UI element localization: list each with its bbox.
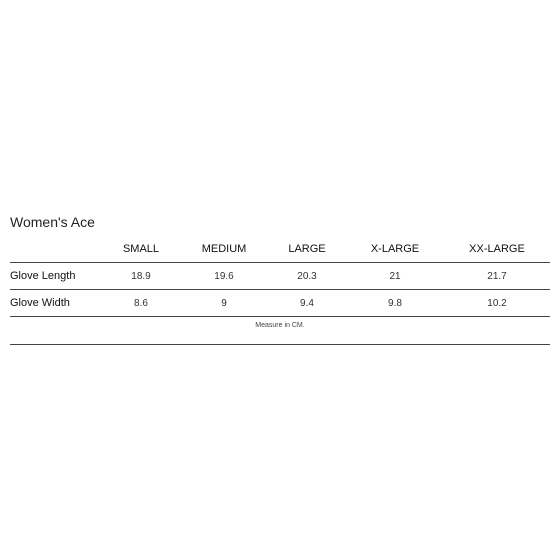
- glove-width-medium: 9: [180, 290, 268, 317]
- glove-length-medium: 19.6: [180, 263, 268, 290]
- header-corner-cell: [10, 236, 102, 263]
- header-large: LARGE: [268, 236, 346, 263]
- table-header-row: [10, 236, 550, 263]
- glove-length-large: 20.3: [268, 263, 346, 290]
- row-label-glove-width: Glove Width: [10, 290, 102, 317]
- glove-width-large: 9.4: [268, 290, 346, 317]
- table-row-glove-length: [10, 263, 550, 290]
- glove-length-x-large: 21: [346, 263, 444, 290]
- size-chart-table: [10, 236, 550, 345]
- glove-width-x-large: 9.8: [346, 290, 444, 317]
- table-row-glove-width: [10, 290, 550, 317]
- header-x-large: X-LARGE: [346, 236, 444, 263]
- glove-width-small: 8.6: [102, 290, 180, 317]
- table-note-row: [10, 317, 550, 345]
- glove-length-small: 18.9: [102, 263, 180, 290]
- header-small: SMALL: [102, 236, 180, 263]
- page-title: Women's Ace: [10, 214, 95, 230]
- header-xx-large: XX-LARGE: [444, 236, 550, 263]
- header-medium: MEDIUM: [180, 236, 268, 263]
- glove-width-xx-large: 10.2: [444, 290, 550, 317]
- measurement-note: Measure in CM.: [10, 317, 550, 345]
- row-label-glove-length: Glove Length: [10, 263, 102, 290]
- glove-length-xx-large: 21.7: [444, 263, 550, 290]
